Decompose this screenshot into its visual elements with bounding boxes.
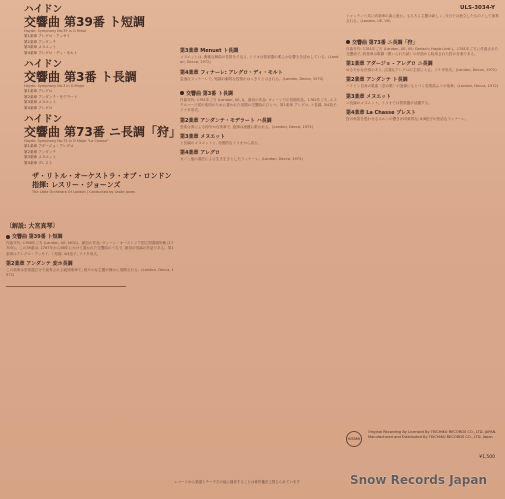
- section-body: 作曲年代: 1761年ごろ (Landon, UE, I)。最初の作品: ヴィーンでの初期作品。1762年ごろ, エステルハージ侯の楽団のために書かれた初期の交響曲のひとつ。第1楽章 アレグロ, ト長調, 3/4拍子, ソナタ形式。: [180, 97, 338, 113]
- section-heading: 第1楽章 アダージョ - アレグロ ニ長調: [346, 61, 433, 68]
- price-tag: ¥1,500: [479, 455, 495, 460]
- divider: [6, 286, 126, 287]
- section-body: メヌエットは, 典雅な舞曲の性格をそなえ, トリオは管楽器の柔らかな響きを活かしている。(Landon, Decca, 1972): [180, 55, 339, 65]
- section-body: カノン風の書法による生き生きとしたフィナーレ。(Landon, Decca, 1972): [180, 157, 303, 162]
- movement-item: 第3楽章 メヌエット: [24, 155, 57, 159]
- movement-item: 第1楽章 アレグロ・アッサイ: [24, 34, 70, 38]
- symphony-3-heading: [24, 59, 174, 111]
- section-heading: 第3楽章 Menuet ト長調: [180, 48, 239, 54]
- composer-name: ハイドン: [24, 4, 63, 15]
- catalog-number: ULS-3034-Y: [460, 5, 495, 11]
- bullet-icon: [6, 235, 10, 239]
- symphony-subtitle: Haydn: Symphony No.3 in G Major: [24, 84, 85, 88]
- movement-item: 第3楽章 メヌエット: [24, 100, 57, 104]
- section-body: 作曲年代: 1768年ごろ (Landon, UE, MGG)。最初の作品: ヴィーン・オーストリア国立図書館所蔵 (1770年)。この39番は, 1767年から68年にかけて書かれた交響曲のうちで, 最初の短調の作品である。第1楽章はアレグロ・アッサイ, ト短調, 4/4拍子, ソナタ形式。: [6, 241, 174, 256]
- symphony-title: 交響曲 第39番 ト短調: [24, 15, 146, 29]
- label-logo-icon: KITAMI: [346, 431, 362, 447]
- movement-item: 第2楽章 アンダンテ: [24, 149, 56, 154]
- commentary-label: 〔解説: 大宮真琴〕: [6, 223, 59, 230]
- movement-item: 第4楽章 アレグロ: [24, 105, 53, 110]
- section-heading: 第4楽章 La Chasse プレスト: [346, 110, 416, 117]
- section-heading: 第2楽章 アンダンテ・モデラート ハ長調: [180, 117, 272, 124]
- movement-item: 第1楽章 アダージョ・アレグロ: [24, 144, 74, 148]
- bullet-icon: [180, 91, 184, 95]
- intro-text: トゥッティと共に終楽章の曲に進む。もちろん主題は新しく, 今日では独立したものとして演奏される。(Landon, UE, VII): [346, 14, 499, 24]
- movement-list: [24, 89, 174, 111]
- composer-name: ハイドン: [24, 59, 63, 70]
- orchestra-name: ザ・リトル・オーケストラ・オブ・ロンドン: [32, 172, 172, 180]
- movement-item: 第2楽章 アンダンテ・モデラート: [24, 94, 78, 99]
- section-heading: 第4楽章 アレグロ: [180, 150, 220, 157]
- bullet-icon: [346, 40, 350, 44]
- section-body: ゆるやかな序奏のあと, 活発なアレグロの主部に入る。ソナタ形式。(Landon, Decca, 1972): [346, 68, 497, 73]
- orchestra-english: The Little Orchestra Of London / Conducted by Leslie Jones: [32, 190, 136, 194]
- orchestra-credit: [32, 172, 174, 195]
- movement-list: [24, 144, 174, 166]
- press-credits: Original Recording By Licensed By TEICHIKU RECORDS CO., LTD. JAPAN. Manufactured and Distributed By TEICHIKU RECORDS CO., LTD. Japan: [368, 430, 497, 439]
- symphony-subtitle: Haydn: Symphony No.73 in D Major "La Chasse": [24, 139, 109, 143]
- section-body: 弦楽合奏による穏やかな楽章で, 旋律は流麗に歌われる。(Landon, Decca, 1972): [180, 124, 314, 129]
- section-body: ニ長調のメヌエット。トリオでは管楽器が活躍する。: [346, 100, 432, 105]
- movement-item: 第4楽章 アレグロ・ディ・モルト: [24, 50, 78, 55]
- middle-column: [180, 44, 340, 163]
- section-body: ハイドン自身の歌曲〈恋の歌〉の旋律にもとづく変奏曲ふうの楽章。(Landon, Decca, 1972): [346, 84, 499, 89]
- section-heading: 交響曲 第3番 ト長調: [180, 90, 340, 97]
- movement-item: 第3楽章 メヌエット: [24, 45, 57, 49]
- symphony-subtitle: Haydn: Symphony No.39 in G Minor: [24, 29, 87, 33]
- copyright-notice: レコードから楽譜とテープその他に録音することは著作権法上禁じられています: [174, 480, 300, 484]
- section-body: ト長調のメヌエットと, 対照的なトリオから成る。: [180, 141, 262, 146]
- section-body: この楽章は弦楽器だけで演奏される緩徐楽章で, 穏やかな主題が静かに展開される。(Landon, Decca, 1972): [6, 267, 174, 278]
- symphony-title: 交響曲 第3番 ト長調: [24, 70, 137, 84]
- section-heading: 交響曲 第73番 ニ長調「狩」: [346, 39, 500, 46]
- section-body: 急速なフィナーレで, 短調の劇的な性格がはっきりと示される。(Landon, Decca, 1972): [180, 76, 324, 81]
- conductor-name: 指揮: レスリー・ジョーンズ: [32, 181, 121, 189]
- section-body: 作曲年代: 1781年ごろ (Landon, UE, VII; Gerlach; Haydn-Inst.)。1781年ごろに作曲された交響曲で, 終楽章は歌劇〈報いられた誠〉の序曲から転用された狩の音楽である。: [346, 46, 499, 56]
- composer-name: ハイドン: [24, 114, 63, 125]
- section-heading: 交響曲 第39番 ト短調: [6, 233, 174, 240]
- section-heading: 第4楽章 フィナーレ: アレグロ・ディ・モルト: [180, 69, 283, 76]
- section-heading: 第3楽章 メヌエット: [180, 134, 226, 141]
- section-heading: 第2楽章 アンダンテ ト長調: [346, 77, 408, 84]
- left-column: [6, 4, 182, 278]
- section-heading: 第3楽章 メヌエット: [346, 93, 392, 100]
- movement-item: 第2楽章 アンダンテ: [24, 39, 56, 44]
- movement-item: 第4楽章 プレスト: [24, 160, 53, 165]
- section-body: 狩の角笛を思わせるホルンの響きが印象的な, 6/8拍子の快活なフィナーレ。: [346, 117, 469, 122]
- right-column: [346, 4, 500, 122]
- section-heading: 第2楽章 アンダンテ 変ホ長調: [6, 260, 73, 267]
- movement-list: [24, 34, 174, 56]
- watermark-text: Snow Records Japan: [349, 473, 487, 487]
- symphony-39-heading: [24, 4, 174, 56]
- symphony-title: 交響曲 第73番 ニ長調「狩」: [24, 125, 182, 139]
- movement-item: 第1楽章 アレグロ: [24, 89, 53, 93]
- symphony-73-heading: [24, 114, 182, 166]
